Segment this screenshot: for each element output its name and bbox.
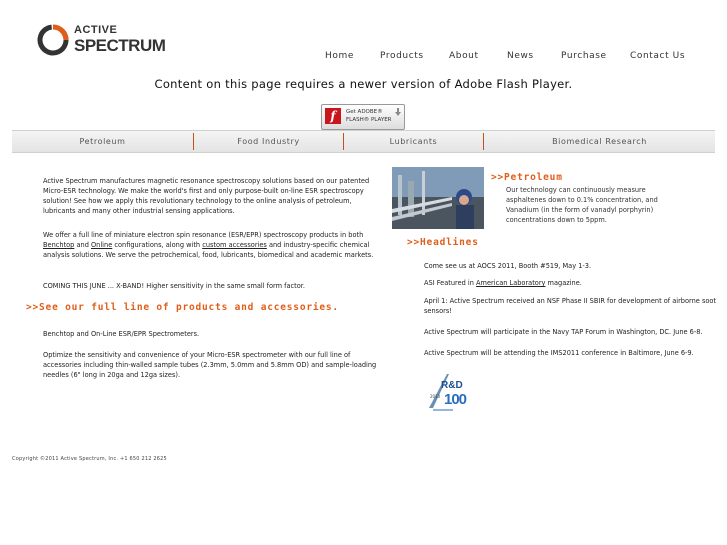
refinery-image [392, 167, 484, 229]
intro-paragraph: Active Spectrum manufactures magnetic resonance spectroscopy solutions based on our patented Micro-ESR technology. We make the world's first and only purpose-built on-line ESR spectroscopy solution! See how we apply this revolutionary technology to the online analysis of petroleum, lubricants and many other industrial sensing applications. [43, 177, 370, 215]
award-number: 100 [444, 391, 467, 408]
offerings-text: and industry-specific chemical analysis solutions. We serve the petrochemical, food, lubricants, biomedical and academic markets. [43, 241, 374, 259]
american-laboratory-link[interactable]: American Laboratory [476, 279, 546, 287]
headline-item[interactable]: Active Spectrum will be attending the IMS2011 conference in Baltimore, June 6-9. [424, 349, 694, 357]
tab-petroleum[interactable]: Petroleum [79, 137, 126, 146]
petroleum-description: Our technology can continuously measure asphaltenes down to 0.1% concentration, and Vanadium (in the form of vanadyl porphyrin) concentrations down to 5ppm. [506, 186, 658, 224]
tab-food-industry[interactable]: Food Industry [237, 137, 300, 146]
category-bar [12, 130, 715, 153]
download-arrow-icon [395, 108, 401, 116]
award-top: R&D [441, 380, 463, 391]
brand-line1: ACTIVE [74, 24, 118, 36]
offerings-text: We offer a full line of miniature electron spin resonance (ESR/EPR) spectroscopy products in both [43, 231, 364, 239]
online-link[interactable]: Online [90, 241, 113, 249]
spectrum-ring-icon [36, 22, 72, 58]
flash-logo-icon: f [325, 108, 341, 124]
benchtop-link[interactable]: Benchtop [43, 241, 75, 249]
headline-item[interactable]: Active Spectrum will participate in the Navy TAP Forum in Washington, DC. June 6-8. [424, 328, 703, 336]
xband-announcement: COMING THIS JUNE ... X-BAND! Higher sensitivity in the same small form factor. [43, 282, 305, 290]
award-year: 2010 [430, 394, 441, 399]
products-summary: Benchtop and On-Line ESR/EPR Spectrometers. [43, 330, 200, 338]
offerings-text: configurations, along with [112, 241, 203, 249]
petroleum-heading-link[interactable]: >>Petroleum [491, 172, 563, 183]
headline-item[interactable]: Come see us at AOCS 2011, Booth #519, May 1-3. [424, 262, 592, 270]
nav-purchase[interactable]: Purchase [561, 51, 607, 61]
accessories-paragraph: Optimize the sensitivity and convenience of your Micro-ESR spectrometer with our full line of accessories including thin-walled sample tubes (2.3mm, 5.0mm and 5.8mm OD) and sample-loading needles (6" long in 20ga and 12ga sizes). [43, 351, 377, 379]
headline-text: magazine. [545, 279, 582, 287]
brand-line2: SPECTRUM [74, 36, 166, 55]
nav-about[interactable]: About [449, 51, 479, 61]
headlines-heading: >>Headlines [407, 237, 479, 248]
flash-button-line2: FLASH® PLAYER [346, 117, 392, 123]
tab-lubricants[interactable]: Lubricants [389, 137, 438, 146]
nav-home[interactable]: Home [325, 51, 354, 61]
offerings-paragraph [43, 230, 383, 260]
get-flash-player-button[interactable] [321, 104, 405, 130]
products-heading-link[interactable]: >>See our full line of products and accessories. [26, 302, 339, 313]
petroleum-photo[interactable] [392, 167, 484, 229]
flash-message: Content on this page requires a newer version of Adobe Flash Player. [154, 77, 573, 91]
custom-accessories-link[interactable]: custom accessories [202, 241, 267, 249]
offerings-text: and [74, 241, 91, 249]
tab-biomedical-research[interactable]: Biomedical Research [552, 137, 647, 146]
nav-products[interactable]: Products [380, 51, 424, 61]
flash-button-line1: Get ADOBE® [346, 109, 383, 115]
headline-item[interactable]: April 1: Active Spectrum received an NSF Phase II SBIR for development of airborne soot sensors! [424, 297, 717, 315]
rd100-award-logo [427, 372, 473, 414]
nav-news[interactable]: News [507, 51, 534, 61]
nav-contact-us[interactable]: Contact Us [630, 51, 686, 61]
headline-item[interactable] [424, 278, 724, 288]
footer-copyright: Copyright ©2011 Active Spectrum, Inc. +1 650 212 2625 [12, 456, 167, 462]
headline-text: ASI Featured in [424, 279, 477, 287]
